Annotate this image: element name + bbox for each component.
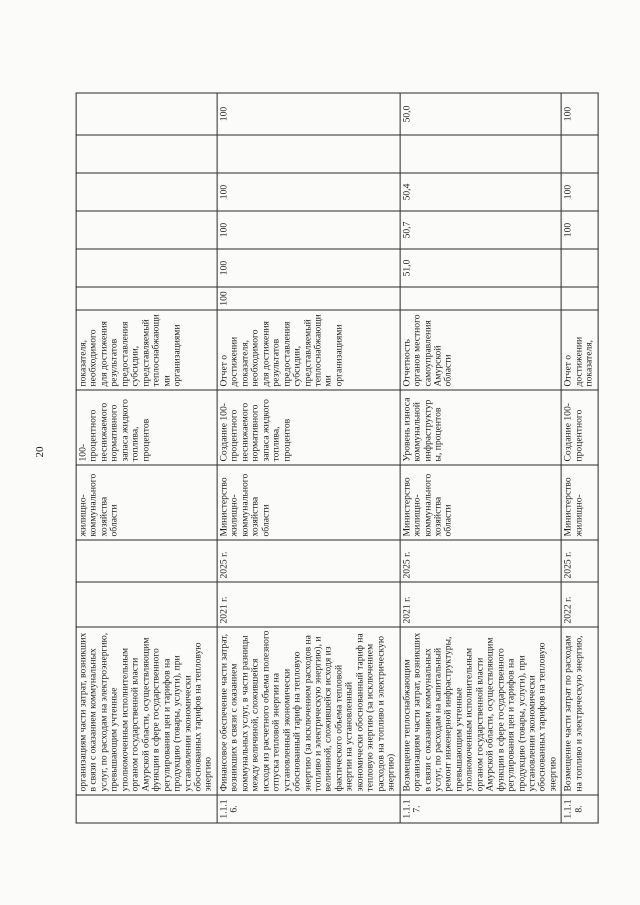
table-row [76, 93, 217, 823]
value-cell [76, 211, 217, 249]
table-viewport [77, 93, 595, 823]
row-number [76, 795, 217, 823]
end-year [76, 540, 217, 582]
reporting: Отчет о достижении показателя, [562, 310, 598, 390]
value-cell: 100 [562, 173, 598, 211]
end-year: 2025 г. [217, 540, 400, 582]
value-cell [400, 135, 562, 173]
table-row [400, 93, 562, 823]
reporting: показателя, необходимого для достижения результатов предоставления субсидии, представляемый теплоснабжающими организациями [76, 310, 217, 390]
value-cell [76, 173, 217, 211]
end-year: 2025 г. [562, 540, 598, 582]
value-cell [76, 93, 217, 135]
value-cell: 50,0 [400, 93, 562, 135]
value-cell [217, 135, 400, 173]
value-cell [562, 249, 598, 287]
indicator: Создание 100-процентного [562, 390, 598, 465]
start-year [76, 582, 217, 627]
value-cell: 100 [217, 93, 400, 135]
value-cell [76, 135, 217, 173]
executor: Министерство жилищно-коммунального хозяйства области [217, 465, 400, 540]
reporting: Отчет о достижении показателя, необходимого для достижения результатов предоставления субсидии, представляемый теплоснабжающими организациями [217, 310, 400, 390]
value-cell: 100 [217, 287, 400, 310]
value-cell [400, 287, 562, 310]
value-cell: 51,0 [400, 249, 562, 287]
value-cell [562, 287, 598, 310]
start-year: 2021 г. [400, 582, 562, 627]
indicator: Создание 100-процентного неснижаемого нормативного запаса жидкого топлива, процентов [217, 390, 400, 465]
value-cell: 100 [562, 93, 598, 135]
indicator: 100-процентного неснижаемого нормативного запаса жидкого топлива, процентов [76, 390, 217, 465]
value-cell [562, 135, 598, 173]
measure-name: Финансовое обеспечение части затрат, возникших в связи с оказанием коммунальных услуг, в части разницы между величиной, сложившейся исходя из расчетного объема полезного отпуска тепловой энергии на установленный экономически обоснованный тариф на тепловую энергию (за исключением расходов на топливо и электрическую энергию), и величиной, сложившейся исходя из фактического объема тепловой энергии на установленный экономически обоснованный тариф на тепловую энергию (за исключением расходов на топливо и электрическую энергию) [217, 627, 400, 795]
value-cell: 100 [217, 249, 400, 287]
value-cell: 50,4 [400, 173, 562, 211]
table-row [217, 93, 400, 823]
page-number: 20 [34, 446, 46, 458]
value-cell: 100 [217, 173, 400, 211]
row-number: 1.1.16. [217, 795, 400, 823]
value-cell: 100 [562, 211, 598, 249]
table-row [562, 93, 598, 823]
value-cell: 100 [217, 211, 400, 249]
measure-name: Возмещение части затрат по расходам на топливо и электрическую энергию, [562, 627, 598, 795]
indicator: Уровень износа коммунальной инфраструктуры, процентов [400, 390, 562, 465]
program-measures-table [76, 93, 599, 824]
executor: Министерство жилищно- [562, 465, 598, 540]
executor: жилищно-коммунального хозяйства области [76, 465, 217, 540]
measure-name: Возмещение теплоснабжающим организациям части затрат, возникших в связи с оказанием коммунальных услуг, по расходам на капитальный ремонт инженерной инфраструктуры, превышающим учтенные уполномоченным исполнительным органом государственной власти Амурской области, осуществляющим функции в сфере государственного регулирования цен и тарифов на продукцию (товары, услуги), при установлении экономически обоснованных тарифов на тепловую энергию [400, 627, 562, 795]
reporting: Отчетность органов местного самоуправления Амурской области [400, 310, 562, 390]
value-cell: 50,7 [400, 211, 562, 249]
start-year: 2022 г. [562, 582, 598, 627]
row-number: 1.1.17. [400, 795, 562, 823]
measure-name: организациям части затрат, возникших в связи с оказанием коммунальных услуг, по расходам на электроэнергию, превышающим учтенные уполномоченным исполнительным органом государственной власти Амурской области, осуществляющим функции в сфере государственного регулирования цен и тарифов на продукцию (товары, услуги), при установлении экономически обоснованных тарифов на тепловую энергию [76, 627, 217, 795]
start-year: 2021 г. [217, 582, 400, 627]
executor: Министерство жилищно-коммунального хозяйства области [400, 465, 562, 540]
value-cell [76, 249, 217, 287]
value-cell [76, 287, 217, 310]
end-year: 2025 г. [400, 540, 562, 582]
row-number: 1.1.18. [562, 795, 598, 823]
